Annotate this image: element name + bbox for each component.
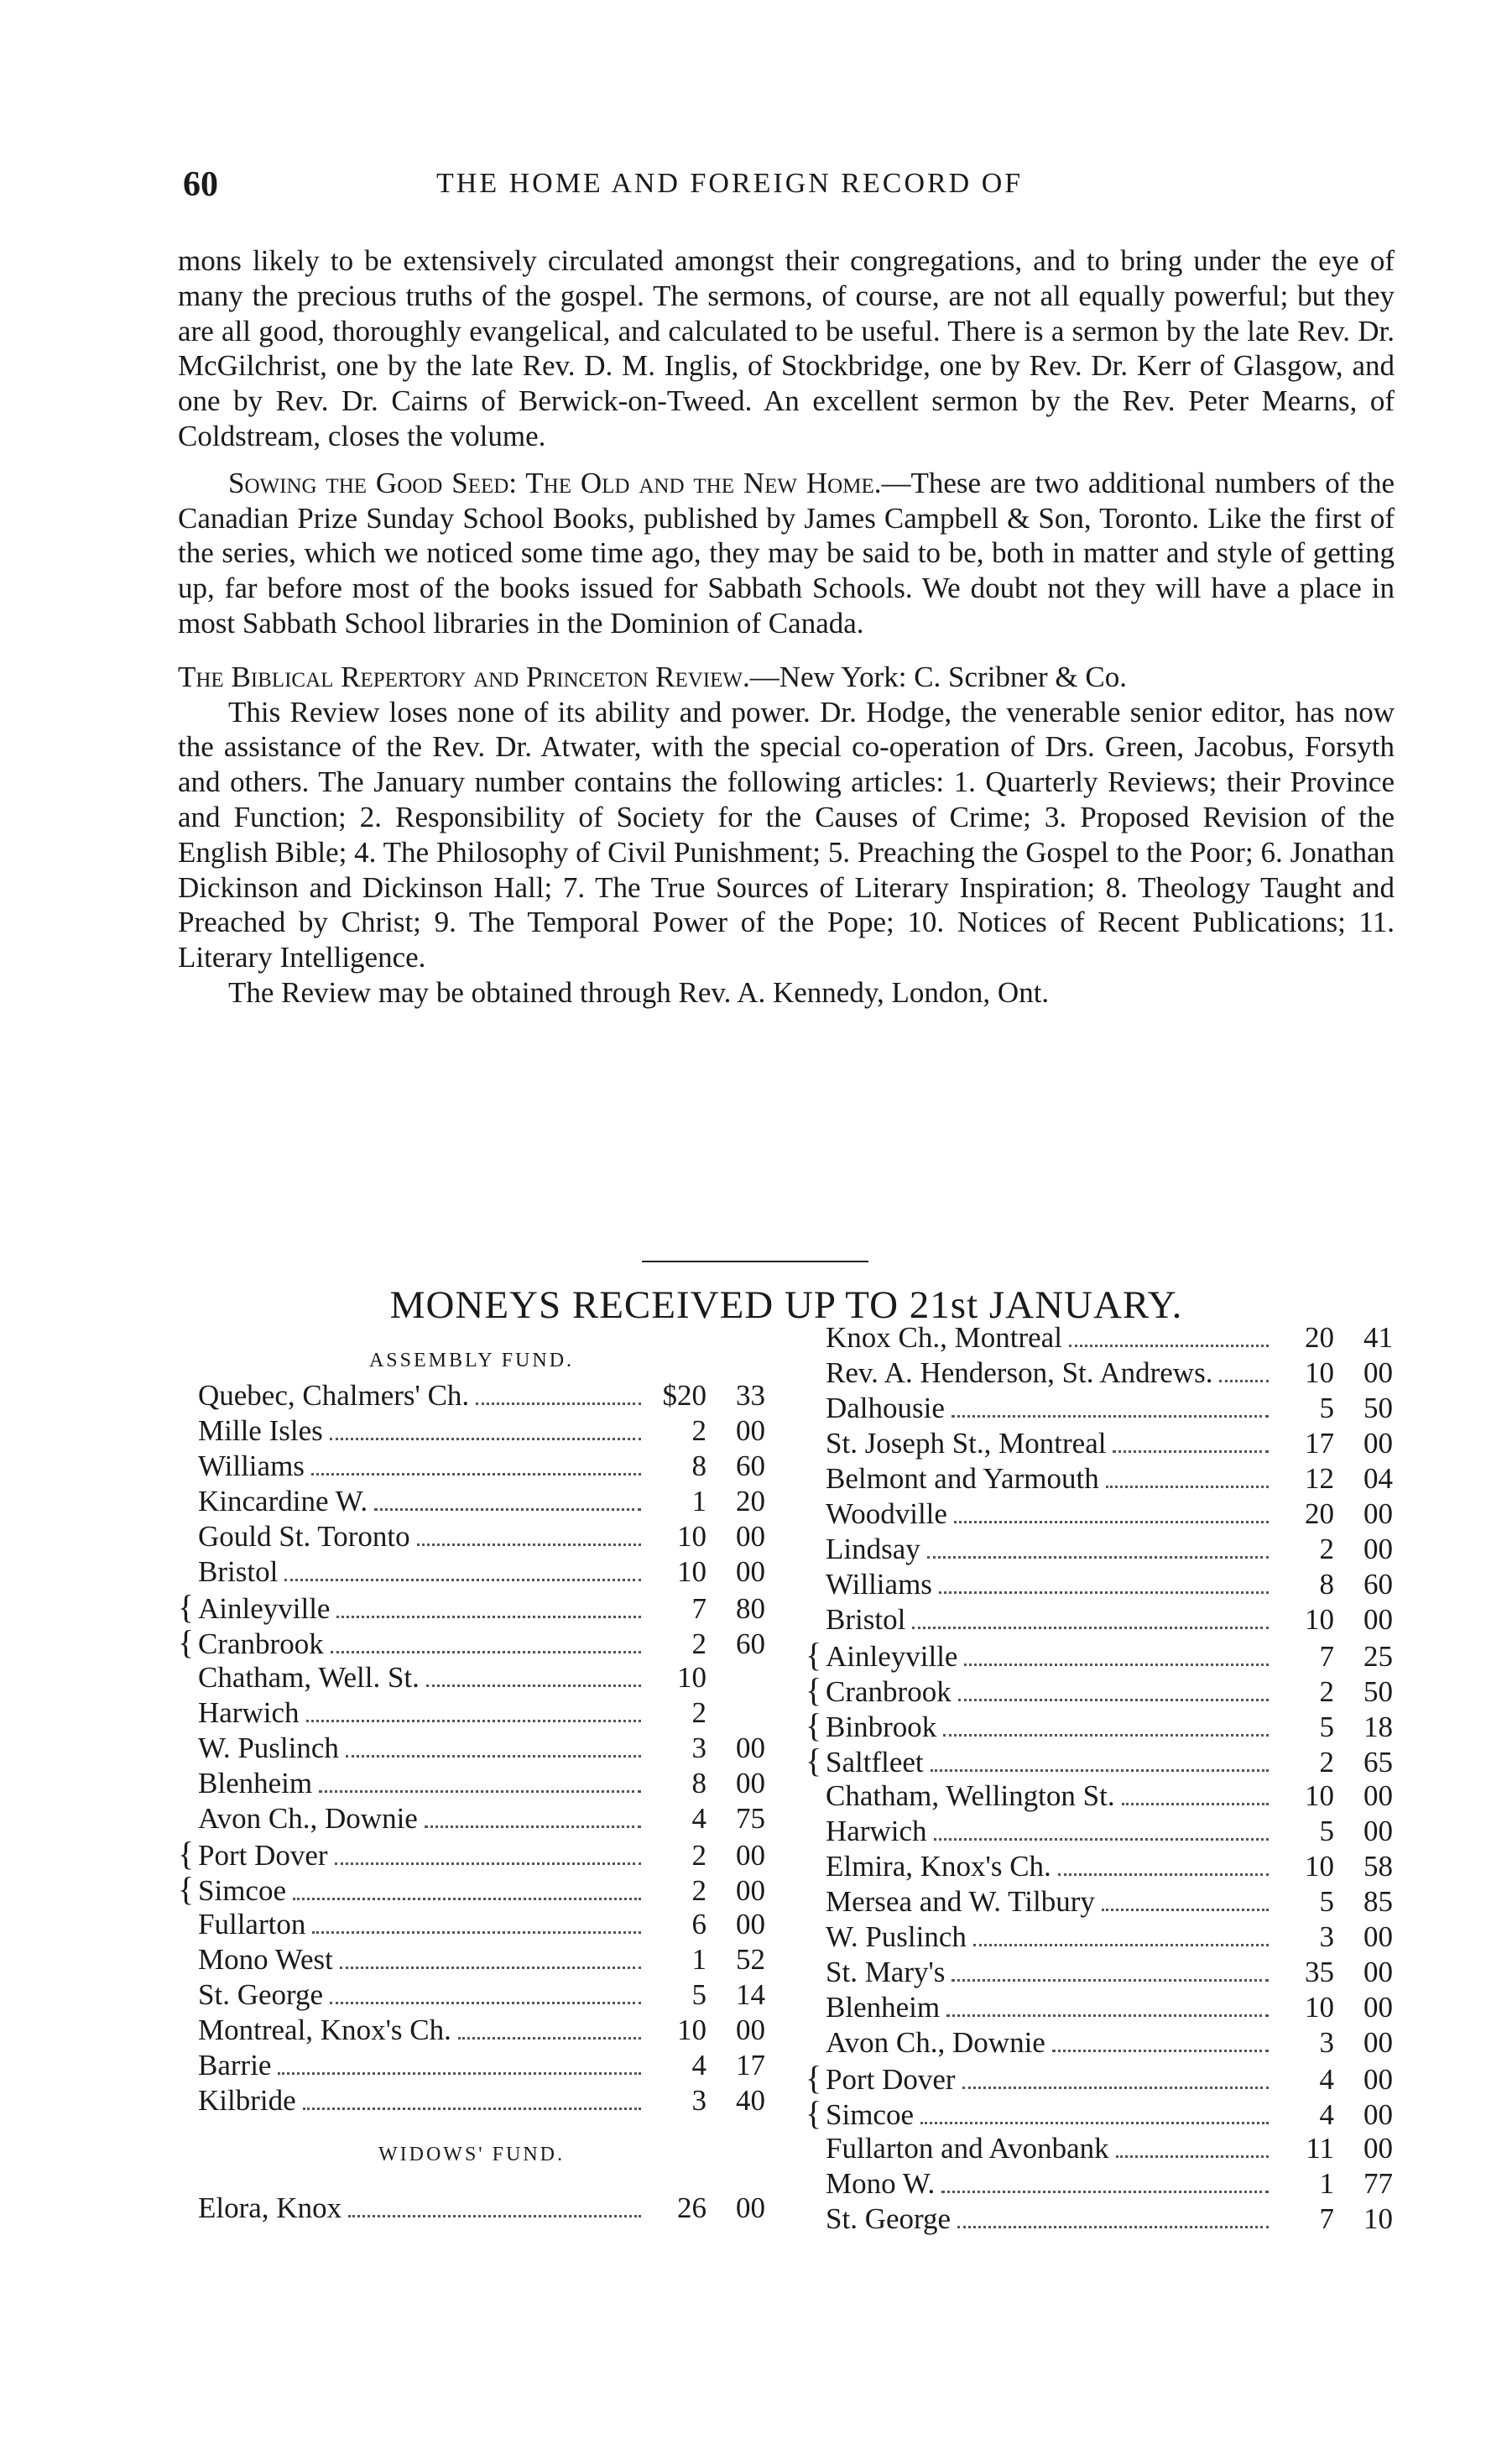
congregation-name: Simcoe [826, 2098, 914, 2131]
amount-cents: 17 [736, 2049, 765, 2082]
congregation-name: Port Dover [826, 2063, 956, 2096]
ledger-row [178, 2083, 765, 2118]
congregation-name: St. George [198, 1978, 324, 2011]
amount-dollars: 10 [1305, 1779, 1334, 1812]
dot-leader [346, 1755, 641, 1758]
ledger-row [178, 1766, 765, 1801]
brace-mark: { [178, 1870, 195, 1908]
amount-cents: 00 [1363, 2063, 1393, 2096]
ledger-row [178, 1801, 765, 1836]
ledger-row [178, 2013, 765, 2048]
congregation-name: Mille Isles [198, 1414, 323, 1447]
congregation-name: St. George [826, 2202, 952, 2235]
ledger-row [178, 1484, 765, 1519]
dot-leader [340, 1967, 641, 1969]
dot-leader [943, 1734, 1269, 1737]
dot-leader [335, 1862, 641, 1865]
amount-cents: 00 [1363, 1356, 1393, 1389]
amount-cents: 60 [1363, 1568, 1393, 1601]
amount-cents: 60 [736, 1449, 765, 1482]
dot-leader [426, 1685, 641, 1687]
dot-leader [973, 1944, 1269, 1946]
congregation-name: Ainleyville [826, 1640, 958, 1673]
congregation-name: Bristol [826, 1603, 906, 1636]
ledger-row [806, 2096, 1393, 2131]
amount-cents: 00 [1363, 1815, 1393, 1847]
congregation-name: Elmira, Knox's Ch. [826, 1850, 1051, 1883]
ledger-row [806, 2025, 1393, 2061]
amount-cents: 52 [736, 1943, 765, 1976]
amount-cents: 00 [736, 1874, 765, 1907]
amount-dollars: 4 [691, 2049, 706, 2082]
amount-cents: 00 [1363, 1991, 1393, 2024]
congregation-name: Simcoe [198, 1874, 286, 1907]
dot-leader [284, 1579, 641, 1581]
congregation-name: Montreal, Knox's Ch. [198, 2014, 451, 2046]
congregation-name: Barrie [198, 2049, 272, 2082]
congregation-name: Belmont and Yarmouth [826, 1462, 1099, 1495]
ledger-row [806, 1532, 1393, 1567]
ledger-row [178, 1695, 765, 1731]
dot-leader [934, 1838, 1269, 1841]
ledger-row [806, 1884, 1393, 1920]
assembly-fund-heading: ASSEMBLY FUND. [368, 1350, 575, 1371]
congregation-name: Mersea and W. Tilbury [826, 1885, 1095, 1918]
book-title-sowing: Sowing the Good Seed: The Old and the New Home. [228, 466, 882, 499]
dot-leader [941, 2191, 1269, 2193]
amount-dollars: 10 [1305, 1850, 1334, 1883]
amount-cents: 00 [1363, 1920, 1393, 1953]
amount-cents: 00 [736, 1555, 765, 1588]
page-number: 60 [183, 165, 218, 204]
amount-cents: 00 [1363, 1603, 1393, 1636]
amount-dollars: 2 [1319, 1746, 1334, 1779]
dot-leader [319, 1790, 641, 1793]
amount-dollars: 11 [1306, 2132, 1334, 2165]
amount-cents: 65 [1363, 1746, 1393, 1779]
dot-leader [964, 1664, 1269, 1666]
amount-cents: 00 [736, 1908, 765, 1940]
congregation-name: Ainleyville [198, 1592, 331, 1625]
dot-leader [458, 2037, 641, 2040]
congregation-name: Mono W. [826, 2167, 936, 2200]
brace-mark: { [806, 2094, 822, 2132]
dot-leader [1102, 1909, 1269, 1911]
paragraph-review-contents: This Review loses none of its ability and power. Dr. Hodge, the venerable senior editor, has now the assistance of the Rev. Dr. Atwater, with the special co-operation of Drs. Green, Jacobus, Forsyth and others. The January number contains the following articles: 1. Quarterly Reviews; their Province and Function; 2. Responsibility of Society for the Causes of Crime; 3. Proposed Revision of the English Bible; 4. The Philosophy of Civil Punishment; 5. Preaching the Gospel to the Poor; 6. Jonathan Dickinson and Dickinson Hall; 7. The True Sources of Literary Inspiration; 8. Theology Taught and Preached by Christ; 9. The Temporal Power of the Pope; 10. Notices of Recent Publications; 11. Literary Intelligence. [178, 695, 1395, 974]
ledger-row [806, 1461, 1393, 1497]
amount-cents: 00 [736, 1520, 765, 1553]
amount-dollars: 2 [691, 1414, 706, 1447]
amount-dollars: 2 [691, 1839, 706, 1872]
amount-dollars: 5 [1319, 1885, 1334, 1918]
dot-leader [952, 1979, 1269, 1982]
ledger-row [806, 1602, 1393, 1638]
amount-cents: 75 [736, 1802, 765, 1835]
dot-leader [476, 1402, 641, 1405]
amount-cents: 41 [1363, 1321, 1393, 1354]
moneys-received-title: MONEYS RECEIVED UP TO 21st JANUARY. [389, 1283, 1183, 1327]
dot-leader [348, 2215, 641, 2217]
dot-leader [311, 1473, 641, 1476]
amount-cents: 10 [1363, 2202, 1393, 2235]
ledger-row [178, 2048, 765, 2083]
congregation-name: Woodville [826, 1497, 947, 1530]
dot-leader [1116, 2155, 1269, 2158]
ledger-row [806, 1849, 1393, 1884]
ledger-row [178, 1625, 765, 1660]
congregation-name: Chatham, Well. St. [198, 1661, 420, 1694]
ledger-row [806, 1497, 1393, 1532]
ledger-row [806, 1743, 1393, 1779]
assembly-fund-list-continued [806, 1320, 1393, 2237]
ledger-row [806, 1567, 1393, 1602]
ledger-row [806, 1814, 1393, 1849]
ledger-row [178, 1413, 765, 1449]
amount-dollars: 3 [1319, 1920, 1334, 1953]
dot-leader [939, 1591, 1269, 1594]
amount-cents: 00 [736, 2014, 765, 2046]
amount-dollars: 8 [1319, 1568, 1334, 1601]
dot-leader [330, 2002, 641, 2004]
brace-mark: { [178, 1835, 195, 1873]
dot-leader [330, 1438, 641, 1440]
amount-dollars: 10 [677, 2014, 706, 2046]
amount-dollars: 26 [677, 2191, 706, 2224]
amount-dollars: 8 [691, 1767, 706, 1799]
dot-leader [1113, 1450, 1269, 1453]
congregation-name: Saltfleet [826, 1746, 924, 1779]
dot-leader [1106, 1486, 1269, 1488]
amount-cents: 50 [1363, 1392, 1393, 1424]
book-title-biblical-repertory: The Biblical Repertory and Princeton Review. [178, 660, 750, 693]
brace-mark: { [178, 1623, 195, 1661]
amount-cents: 18 [1363, 1711, 1393, 1743]
amount-cents: 40 [736, 2084, 765, 2117]
amount-dollars: 2 [691, 1696, 706, 1729]
amount-cents: 20 [736, 1485, 765, 1517]
congregation-name: Cranbrook [198, 1627, 324, 1660]
congregation-name: Harwich [826, 1815, 927, 1847]
congregation-name: Kilbride [198, 2084, 296, 2117]
paragraph-sowing-text: —These are two additional numbers of the Canadian Prize Sunday School Books, published by James Campbell & Son, Toronto. Like the first of the series, which we noticed some time ago, they may be said to be, both in matter and style of getting up, far before most of the books issued for Sabbath Schools. We doubt not they will have a place in most Sabbath School libraries in the Dominion of Canada. [178, 466, 1395, 640]
assembly-fund-list [178, 1378, 765, 2118]
publisher-line: —New York: C. Scribner & Co. [749, 660, 1127, 693]
amount-cents: 25 [1363, 1640, 1393, 1673]
ledger-row [806, 1673, 1393, 1708]
amount-cents: 00 [1363, 1779, 1393, 1812]
dot-leader [303, 2108, 641, 2110]
amount-dollars: 10 [677, 1555, 706, 1588]
amount-dollars: 3 [691, 2084, 706, 2117]
amount-dollars: 17 [1305, 1427, 1334, 1460]
amount-cents: 00 [736, 1839, 765, 1872]
amount-cents: 14 [736, 1978, 765, 2011]
ledger-row [178, 1731, 765, 1766]
dot-leader [306, 1720, 641, 1722]
brace-mark: { [806, 1706, 822, 1744]
amount-dollars: 35 [1305, 1956, 1334, 1988]
dot-leader [331, 1651, 641, 1653]
ledger-row [806, 1955, 1393, 1990]
ledger-row [806, 1391, 1393, 1426]
amount-cents: 85 [1363, 1885, 1393, 1918]
dot-leader [312, 1931, 641, 1934]
dot-leader [920, 2122, 1269, 2124]
amount-cents: 60 [736, 1627, 765, 1660]
ledger-row [178, 1872, 765, 1907]
congregation-name: Binbrook [826, 1711, 937, 1743]
amount-cents: 00 [1363, 2132, 1393, 2165]
amount-dollars: 7 [691, 1592, 706, 1625]
amount-dollars: 10 [677, 1520, 706, 1553]
amount-cents: 00 [736, 1732, 765, 1764]
congregation-name: Williams [198, 1449, 305, 1482]
amount-dollars: 3 [691, 1732, 706, 1764]
ledger-row [178, 1378, 765, 1413]
amount-dollars: 2 [691, 1874, 706, 1907]
ledger-row [806, 1355, 1393, 1391]
amount-cents: 00 [1363, 2098, 1393, 2131]
ledger-row [806, 1638, 1393, 1673]
ledger-row [178, 2191, 765, 2226]
amount-cents: 77 [1363, 2167, 1393, 2200]
ledger-row [806, 1920, 1393, 1955]
amount-dollars: 2 [691, 1627, 706, 1660]
amount-dollars: 10 [1305, 1356, 1334, 1389]
dot-leader [962, 2087, 1269, 2089]
amount-cents: 33 [736, 1379, 765, 1412]
amount-dollars: 10 [1305, 1603, 1334, 1636]
dot-leader [931, 1769, 1269, 1772]
amount-dollars: $20 [662, 1379, 706, 1412]
ledger-row [806, 1708, 1393, 1743]
amount-dollars: 7 [1319, 1640, 1334, 1673]
running-title: THE HOME AND FOREIGN RECORD OF [436, 168, 1024, 199]
dot-leader [954, 1521, 1269, 1523]
paragraph-sermons: mons likely to be extensively circulated amongst their congregations, and to bring under the eye of many the precious truths of the gospel. The sermons, of course, are not all equally powerful; but they are all good, thoroughly evangelical, and calculated to be useful. There is a sermon by the late Rev. Dr. McGilchrist, one by the late Rev. D. M. Inglis, of Stockbridge, one by Rev. Dr. Kerr of Glasgow, and one by Rev. Dr. Cairns of Berwick-on-Tweed. An excellent sermon by the Rev. Peter Mearns, of Coldstream, closes the volume. [178, 244, 1395, 452]
amount-dollars: 2 [1319, 1533, 1334, 1565]
amount-dollars: 5 [1319, 1392, 1334, 1424]
brace-mark: { [806, 1636, 822, 1674]
amount-dollars: 6 [691, 1908, 706, 1940]
congregation-name: Fullarton and Avonbank [826, 2132, 1109, 2165]
dot-leader [958, 1699, 1269, 1701]
ledger-row [178, 1836, 765, 1872]
dot-leader [293, 1898, 641, 1900]
paragraph-review-availability: The Review may be obtained through Rev. A. Kennedy, London, Ont. [228, 975, 1050, 1009]
dot-leader [1069, 1345, 1269, 1347]
ledger-row [806, 1426, 1393, 1461]
congregation-name: Harwich [198, 1696, 300, 1729]
ledger-row [178, 1977, 765, 2013]
accounts-left-column [178, 1343, 765, 2226]
ledger-row [806, 2166, 1393, 2202]
dot-leader [425, 1826, 641, 1828]
brace-mark: { [806, 1671, 822, 1709]
dot-leader [952, 1415, 1269, 1418]
amount-dollars: 4 [1319, 2063, 1334, 2096]
amount-dollars: 3 [1319, 2026, 1334, 2059]
amount-cents: 00 [1363, 1956, 1393, 1988]
congregation-name: W. Puslinch [198, 1732, 339, 1764]
ledger-row [806, 2131, 1393, 2166]
amount-dollars: 4 [1319, 2098, 1334, 2131]
widows-fund-heading: WIDOWS' FUND. [378, 2144, 565, 2165]
paragraph-sowing-the-good-seed [178, 466, 1395, 641]
amount-dollars: 10 [1305, 1991, 1334, 2024]
congregation-name: Port Dover [198, 1839, 328, 1872]
dot-leader [278, 2072, 641, 2075]
congregation-name: Cranbrook [826, 1675, 952, 1708]
dot-leader [912, 1627, 1269, 1629]
amount-dollars: 8 [691, 1449, 706, 1482]
amount-dollars: 12 [1305, 1462, 1334, 1495]
dot-leader [1122, 1803, 1269, 1805]
amount-cents: 80 [736, 1592, 765, 1625]
congregation-name: Blenheim [198, 1767, 313, 1799]
amount-dollars: 4 [691, 1802, 706, 1835]
amount-dollars: 1 [691, 1485, 706, 1517]
congregation-name: St. Mary's [826, 1956, 946, 1988]
congregation-name: Chatham, Wellington St. [826, 1779, 1115, 1812]
amount-dollars: 20 [1305, 1321, 1334, 1354]
congregation-name: Knox Ch., Montreal [826, 1321, 1062, 1354]
ledger-row [178, 1554, 765, 1590]
ledger-row [178, 1519, 765, 1554]
congregation-name: Williams [826, 1568, 932, 1601]
amount-cents: 00 [1363, 2026, 1393, 2059]
amount-cents: 00 [1363, 1427, 1393, 1460]
ledger-row [806, 1320, 1393, 1355]
ledger-row [178, 1660, 765, 1695]
congregation-name: Bristol [198, 1555, 279, 1588]
amount-cents: 00 [736, 1414, 765, 1447]
amount-cents: 04 [1363, 1462, 1393, 1495]
dot-leader [957, 2226, 1269, 2228]
paragraph-biblical-repertory-heading [178, 660, 1395, 695]
amount-cents: 00 [736, 1767, 765, 1799]
amount-cents: 50 [1363, 1675, 1393, 1708]
congregation-name: Quebec, Chalmers' Ch. [198, 1379, 470, 1412]
dot-leader [927, 1556, 1269, 1559]
dot-leader [417, 1544, 641, 1546]
ledger-row [178, 1449, 765, 1484]
article-body [178, 243, 1395, 1011]
congregation-name: Avon Ch., Downie [198, 1802, 418, 1835]
amount-cents: 00 [736, 2191, 765, 2224]
congregation-name: Rev. A. Henderson, St. Andrews. [826, 1356, 1213, 1389]
congregation-name: Kincardine W. [198, 1485, 368, 1517]
ledger-row [806, 1990, 1393, 2025]
congregation-name: Elora, Knox [198, 2191, 342, 2224]
amount-cents: 00 [1363, 1533, 1393, 1565]
dot-leader [1219, 1380, 1269, 1382]
congregation-name: Blenheim [826, 1991, 941, 2024]
amount-dollars: 5 [691, 1978, 706, 2011]
amount-dollars: 10 [677, 1661, 706, 1694]
ledger-row [178, 1590, 765, 1625]
ledger-row [178, 1942, 765, 1977]
amount-dollars: 7 [1319, 2202, 1334, 2235]
accounts-right-column [806, 1320, 1393, 2237]
congregation-name: Gould St. Toronto [198, 1520, 410, 1553]
amount-cents: 00 [1363, 1497, 1393, 1530]
dot-leader [374, 1508, 641, 1511]
dot-leader [1058, 1873, 1269, 1876]
widows-fund-list [178, 2191, 765, 2226]
ledger-row [178, 1907, 765, 1942]
amount-dollars: 5 [1319, 1815, 1334, 1847]
amount-dollars: 1 [1319, 2167, 1334, 2200]
dot-leader [336, 1616, 641, 1618]
congregation-name: Mono West [198, 1943, 333, 1976]
section-divider [642, 1261, 868, 1262]
amount-dollars: 5 [1319, 1711, 1334, 1743]
congregation-name: W. Puslinch [826, 1920, 967, 1953]
ledger-row [806, 2061, 1393, 2096]
brace-mark: { [806, 2059, 822, 2097]
amount-dollars: 1 [691, 1943, 706, 1976]
congregation-name: St. Joseph St., Montreal [826, 1427, 1107, 1460]
brace-mark: { [806, 1742, 822, 1779]
congregation-name: Avon Ch., Downie [826, 2026, 1045, 2059]
dot-leader [946, 2014, 1269, 2017]
amount-dollars: 20 [1305, 1497, 1334, 1530]
congregation-name: Dalhousie [826, 1392, 945, 1424]
brace-mark: { [178, 1588, 195, 1626]
amount-cents: 58 [1363, 1850, 1393, 1883]
dot-leader [1052, 2050, 1269, 2052]
ledger-row [806, 1779, 1393, 1814]
congregation-name: Fullarton [198, 1908, 306, 1940]
amount-dollars: 2 [1319, 1675, 1334, 1708]
congregation-name: Lindsay [826, 1533, 920, 1565]
ledger-row [806, 2202, 1393, 2237]
